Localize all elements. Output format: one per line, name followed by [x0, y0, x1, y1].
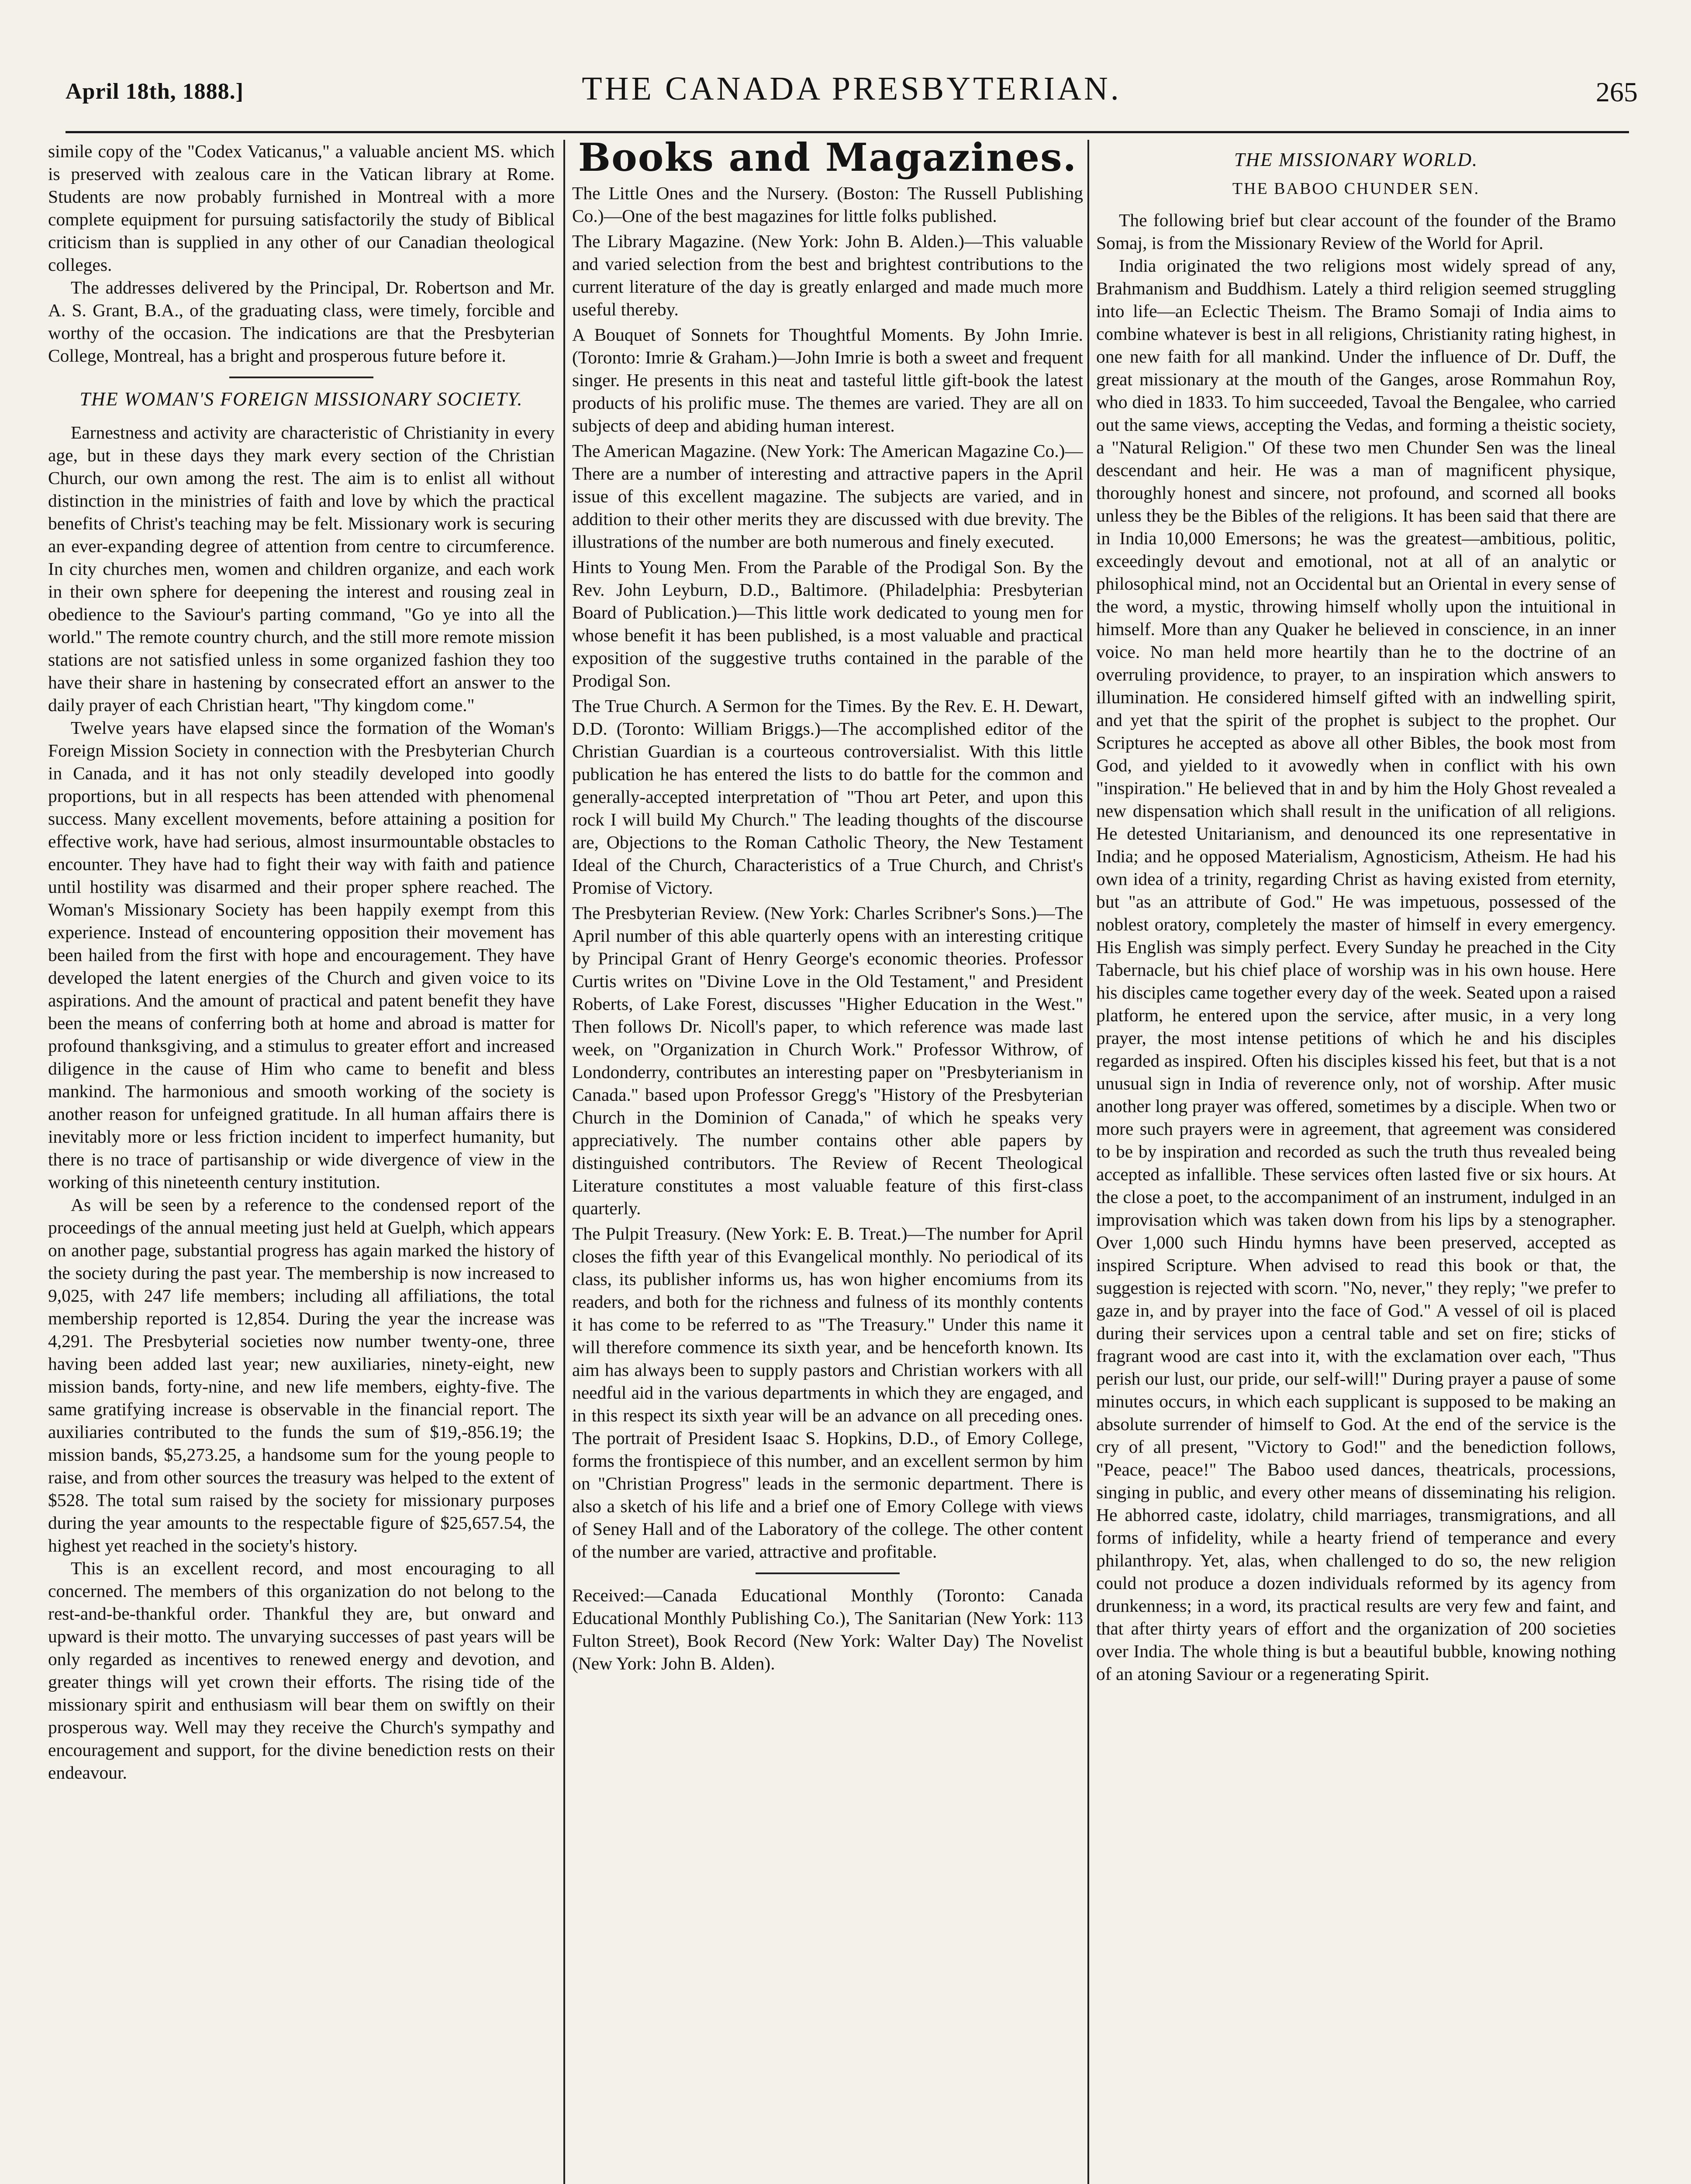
article-paragraph: simile copy of the "Codex Vaticanus," a valuable ancient MS. which is preserved with zealous care in the Vatican library at Rome. Students are now probably furnished in Montreal with a more complete equipment for pursuing satisfactorily the study of Biblical criticism than is supplied in any other of our Canadian theological colleges. — [48, 141, 555, 275]
page-number: 265 — [1596, 76, 1638, 107]
page-header — [66, 66, 1638, 131]
column-left — [48, 140, 555, 2184]
review-entry: The Pulpit Treasury. (New York: E. B. Treat.)—The number for April closes the fifth year of this Evangelical monthly. No periodical of its class, its publisher informs us, has won higher encomiums from its readers, and both for the richness and fulness of its monthly contents it has come to be referred to as "The Treasury." Under this name it will therefore commence its sixth year, and be henceforth known. Its aim has always been to supply pastors and Christian workers with all needful aid in the various departments in which they are engaged, and in this respect its sixth year will be an advance on all preceding ones. The portrait of President Isaac S. Hopkins, D.D., of Emory College, forms the frontispiece of this number, and an excellent sermon by him on "Christian Progress" leads in the sermonic department. There is also a sketch of his life and a brief one of Emory College with views of Seney Hall and of the Laboratory of the college. The other content of the number are varied, attractive and profitable. — [572, 1223, 1083, 1562]
section-title: THE MISSIONARY WORLD. — [1234, 149, 1478, 170]
review-entry: The Little Ones and the Nursery. (Boston: The Russell Publishing Co.)—One of the best magazines for little folks published. — [572, 183, 1083, 226]
article-paragraph: The addresses delivered by the Principal, Dr. Robertson and Mr. A. S. Grant, B.A., of the graduating class, were timely, forcible and worthy of the occasion. The indications are that the Presbyterian College, Montreal, has a bright and prosperous future before it. — [48, 277, 555, 366]
column-divider — [563, 140, 565, 2184]
review-entry: A Bouquet of Sonnets for Thoughtful Moments. By John Imrie. (Toronto: Imrie & Graham.)—John Imrie is both a sweet and frequent singer. He presents in this neat and tasteful little gift-book the latest products of his prolific muse. The themes are varied. They are all on subjects of deep and abiding human interest. — [572, 325, 1083, 435]
column-divider — [1087, 140, 1089, 2184]
issue-date: April 18th, 1888.] — [66, 79, 244, 104]
section-divider — [756, 1572, 900, 1574]
review-entry: Hints to Young Men. From the Parable of the Prodigal Son. By the Rev. John Leyburn, D.D., Baltimore. (Philadelphia: Presbyterian Board of Publication.)—This little work dedicated to young men for whose benefit it has been published, is a most valuable and practical exposition of the suggestive truths contained in the parable of the Prodigal Son. — [572, 557, 1083, 691]
review-entry: The Presbyterian Review. (New York: Charles Scribner's Sons.)—The April number of this able quarterly opens with an interesting critique by Principal Grant of Henry George's economic theories. Professor Curtis writes on "Divine Love in the Old Testament," and President Roberts, of Lake Forest, discusses "Higher Education in the West." Then follows Dr. Nicoll's paper, to which reference was made last week, on "Organization in Church Work." Professor Withrow, of Londonderry, contributes an interesting paper on "Presbyterianism in Canada." based upon Professor Gregg's "History of the Presbyterian Church in the Dominion of Canada," of which he speaks very appreciatively. The number contains other able papers by distinguished contributors. The Review of Recent Theological Literature constitutes a most valuable feature of this first-class quarterly. — [572, 903, 1083, 1218]
article-paragraph: India originated the two religions most widely spread of any, Brahmanism and Buddhism. Lately a third religion seemed struggling into life—an Eclectic Theism. The Bramo Somaji of India aims to combine whatever is best in all religions, Christianity rating highest, in one new faith for all mankind. Under the influence of Dr. Duff, the great missionary at the mouth of the Ganges, arose Rommahun Roy, who died in 1833. To him succeeded, Tavoal the Bengalee, who carried out the same views, accepting the Vedas, and forming a theistic society, a "Natural Religion." Of these two men Chunder Sen was the lineal descendant and heir. He was a man of magnificent physique, thoroughly honest and sincere, not profound, and scorned all books unless they be the Bibles of the religions. It has been said that there are in India 10,000 Emersons; he was the greatest—ambitious, politic, exceedingly devout and emotional, not at all of an analytic or philosophical mind, not an Occidental but an Oriental in every sense of the word, a mystic, throwing himself wholly upon the intuitional in himself. More than any Quaker he believed in conscience, in an inner voice. No man held more heartily than he to the doctrine of an overruling providence, to prayer, to an inspiration which answers to illumination. He considered himself gifted with an indwelling spirit, and yet that the spirit of the prophet is subject to the prophet. Our Scriptures he accepted as above all other Bibles, the book most from God, and yielded to it avowedly when in conflict with his own "inspiration." He believed that in and by him the Holy Ghost revealed a new dispensation which shall result in the unification of all religions. He detested Unitarianism, and denounced its one representative in India; and he opposed Materialism, Agnosticism, Atheism. He had his own idea of a trinity, regarding Christ as having existed from eternity, but "as an attribute of God." He was impetuous, possessed of the noblest oratory, completely the master of himself in every emergency. His English was simply perfect. Every Sunday he preached in the City Tabernacle, but his chief place of worship was in his own house. Here his disciples came together every day of the week. Seated upon a raised platform, he entered upon the service, after music, in a very long prayer, the most intense petitions of which he and his disciples regarded as inspired. Often his disciples kissed his feet, but that is a not unusual sign in India of reverence only, not of worship. After music another long prayer was offered, sometimes by a disciple. When two or more such prayers were in agreement, that agreement was considered to be by inspiration and recorded as such the truth thus revealed being accepted as infallible. These services often lasted five or six hours. At the close a poet, to the accompaniment of an instrument, indulged in an improvisation which was taken down from his lips by a stenographer. Over 1,000 such Hindu hymns have been preserved, accepted as inspired Scripture. When advised to read this book or that, the suggestion is rejected with scorn. "No, never," they reply; "we prefer to gaze in, and by prayer into the face of God." A vessel of oil is placed during their services upon a central table and set on fire; sticks of fragrant wood are cast into it, with the exclamation over each, "Thus perish our lust, our pride, our self-will!" During prayer a pause of some minutes occurs, in which each supplicant is supposed to be making an absolute surrender of himself to God. At the end of the service is the cry of all present, "Victory to God!" and the benediction follows, "Peace, peace!" The Baboo used dances, theatricals, processions, singing in public, and every other means of disseminating his religion. He abhorred caste, idolatry, child marriages, transmigrations, and all forms of infidelity, while a hearty friend of temperance and every philanthropy. Yet, alas, when challenged to do so, the new religion could not produce a dozen individuals reformed by its agency from drunkenness; in a word, its practical results are very few and faint, and that after thirty years of effort and the organization of 200 societies over India. The whole thing is but a beautiful bubble, knowing nothing of an atoning Saviour or a regenerating Spirit. — [1096, 256, 1616, 1684]
section-title: Books and Magazines. — [578, 140, 1077, 180]
column-middle — [572, 140, 1083, 2184]
article-paragraph: This is an excellent record, and most encouraging to all concerned. The members of this organization do not belong to the rest-and-be-thankful order. Thankful they are, but onward and upward is their motto. The unvarying successes of past years will be only regarded as incentives to renewed energy and devotion, and greater things will yet crown their efforts. The rising tide of the missionary spirit and enthusiasm will bear them on swiftly on their prosperous way. Well may they receive the Church's sympathy and encouragement and support, for the divine benediction rests on their endeavour. — [48, 1558, 555, 1783]
article-paragraph: The following brief but clear account of the founder of the Bramo Somaj, is from the Missionary Review of the World for April. — [1096, 210, 1616, 253]
review-entry: The Library Magazine. (New York: John B. Alden.)—This valuable and varied selection from the best and brightest contributions to the current literature of the day is greatly enlarged and made much more useful thereby. — [572, 231, 1083, 319]
column-right — [1096, 140, 1616, 2184]
review-entry: The True Church. A Sermon for the Times. By the Rev. E. H. Dewart, D.D. (Toronto: William Briggs.)—The accomplished editor of the Christian Guardian is a courteous controversialist. With this little publication he has entered the lists to do battle for the common and generally-accepted interpretation of "Thou art Peter, and upon this rock I will build My Church." The leading thoughts of the discourse are, Objections to the Roman Catholic Theory, the New Testament Ideal of the Church, Characteristics of a True Church, and Christ's Promise of Victory. — [572, 696, 1083, 898]
publication-title: THE CANADA PRESBYTERIAN. — [582, 70, 1122, 107]
section-divider — [229, 377, 373, 378]
article-paragraph: As will be seen by a reference to the condensed report of the proceedings of the annual meeting just held at Guelph, which appears on another page, substantial progress has again marked the history of the society during the past year. The membership is now increased to 9,025, with 247 life members; including all affiliations, the total membership reported is 12,854. During the year the increase was 4,291. The Presbyterial societies now number twenty-one, three having been added last year; new auxiliaries, ninety-eight, new mission bands, forty-nine, and new life members, eighty-five. The same gratifying increase is observable in the financial report. The auxiliaries contributed to the funds the sum of $19,-856.19; the mission bands, $5,273.25, a handsome sum for the young people to raise, and from other sources the treasury was helped to the extent of $528. The total sum raised by the society for missionary purposes during the year amounts to the respectable figure of $25,657.54, the highest yet reached in the society's history. — [48, 1195, 555, 1555]
article-paragraph: Earnestness and activity are characteristic of Christianity in every age, but in these days they mark every section of the Christian Church, our own among the rest. The aim is to enlist all without distinction in the ministries of faith and love by which the practical benefits of Christ's teaching may be felt. Missionary work is securing an ever-expanding degree of attention from centre to circumference. In city churches men, women and children organize, and each work in their own sphere for deepening the interest and rousing zeal in obedience to the Saviour's parting command, "Go ye into all the world." The remote country church, and the still more remote mission stations are not satisfied unless in some organized fashion they too have their share in hastening by consecrated effort an answer to the daily prayer of each Christian heart, "Thy kingdom come." — [48, 422, 555, 715]
header-rule — [66, 131, 1629, 133]
received-list: Received:—Canada Educational Monthly (Toronto: Canada Educational Monthly Publishing Co.), The Sanitarian (New York: 113 Fulton Street), Book Record (New York: Walter Day) The Novelist (New York: John B. Alden). — [572, 1585, 1083, 1673]
article-paragraph: Twelve years have elapsed since the formation of the Woman's Foreign Mission Society in connection with the Presbyterian Church in Canada, and it has not only steadily developed into goodly proportions, but in all respects has been attended with phenomenal success. Many excellent movements, before attaining a position for effective work, have had serious, almost insurmountable obstacles to encounter. They have had to fight their way with faith and patience until hostility was disarmed and their proper sphere reached. The Woman's Missionary Society has been happily exempt from this experience. Instead of encountering opposition their movement has been hailed from the first with hope and encouragement. They have developed the latent energies of the Church and given voice to its aspirations. And the amount of practical and patent benefit they have been the means of conferring both at home and abroad is matter for profound thanksgiving, and a stimulus to greater effort and increased diligence in the cause of Him who came to benefit and bless mankind. The harmonious and smooth working of the society is another reason for unfeigned gratitude. In all human affairs there is inevitably more or less friction incident to imperfect humanity, but there is no trace of partisanship or wide divergence of view in the working of this nineteenth century institution. — [48, 718, 555, 1192]
article-subtitle: THE BABOO CHUNDER SEN. — [1232, 180, 1480, 198]
review-entry: The American Magazine. (New York: The American Magazine Co.)—There are a number of interesting and attractive papers in the April issue of this excellent magazine. The subjects are varied, and in addition to their other merits they are discussed with due brevity. The illustrations of the number are both numerous and finely executed. — [572, 441, 1083, 552]
section-title: THE WOMAN'S FOREIGN MISSIONARY SOCIETY. — [79, 388, 523, 410]
